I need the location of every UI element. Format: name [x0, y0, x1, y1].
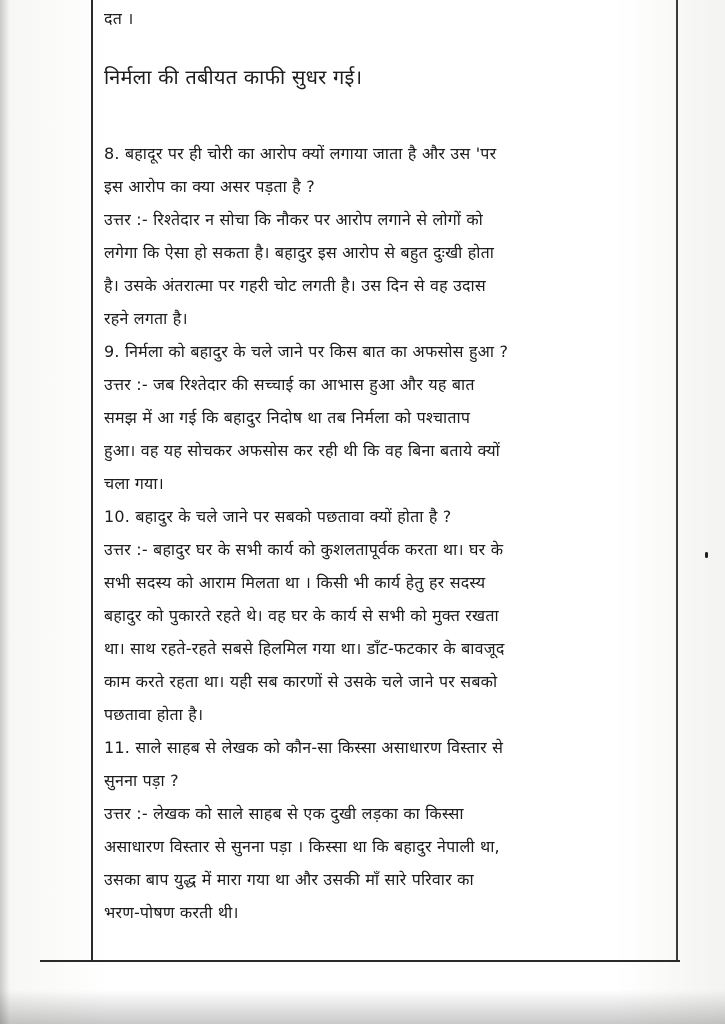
answer-11-line-3: उसका बाप युद्ध में मारा गया था और उसकी माँ सारे परिवार का — [104, 870, 474, 889]
answer-10-line-2: सभी सदस्य को आराम मिलता था । किसी भी कार्य हेतु हर सदस्य — [104, 573, 486, 592]
qa-block-8 — [104, 137, 670, 335]
ink-speck — [705, 552, 708, 558]
answer-10-line-1: उत्तर :- बहादुर घर के सभी कार्य को कुशलतापूर्वक करता था। घर के — [104, 540, 504, 559]
left-margin-line — [91, 0, 93, 962]
spacer — [104, 97, 670, 137]
handwritten-text-block — [104, 2, 670, 929]
question-10-line-1: 10. बहादुर के चले जाने पर सबको पछतावा क्यों होता है ? — [104, 507, 452, 526]
qa-block-10 — [104, 500, 670, 731]
answer-11-line-2: असाधारण विस्तार से सुनना पड़ा । किस्सा था कि बहादुर नेपाली था, — [104, 837, 500, 856]
qa-block-9 — [104, 335, 670, 500]
answer-9-line-3: हुआ। वह यह सोचकर अफसोस कर रही थी कि वह बिना बताये क्यों — [104, 441, 500, 460]
page-edge-shadow — [0, 0, 10, 1024]
question-11-line-2: सुनना पड़ा ? — [104, 771, 179, 790]
answer-8-line-4: रहने लगता है। — [104, 309, 188, 328]
question-9-line-1: 9. निर्मला को बहादुर के चले जाने पर किस बात का अफसोस हुआ ? — [104, 342, 509, 361]
spacer — [104, 35, 670, 57]
question-8-line-2: इस आरोप का क्या असर पड़ता है ? — [104, 177, 315, 196]
answer-10-line-5: काम करते रहता था। यही सब कारणों से उसके चले जाने पर सबको — [104, 672, 498, 691]
answer-11-line-4: भरण-पोषण करती थी। — [104, 903, 239, 922]
right-margin-line — [676, 0, 678, 962]
answer-8-line-1: उत्तर :- रिश्तेदार न सोचा कि नौकर पर आरोप लगाने से लोगों को — [104, 210, 484, 229]
answer-8-line-3: है। उसके अंतरात्मा पर गहरी चोट लगती है। उस दिन से वह उदास — [104, 276, 486, 295]
answer-9-line-1: उत्तर :- जब रिश्तेदार की सच्चाई का आभास हुआ और यह बात — [104, 375, 475, 394]
answer-10-line-6: पछतावा होता है। — [104, 705, 204, 724]
answer-11-line-1: उत्तर :- लेखक को साले साहब से एक दुखी लड़का का किस्सा — [104, 804, 464, 823]
qa-block-11 — [104, 731, 670, 929]
question-8-line-1: 8. बहादूर पर ही चोरी का आरोप क्यों लगाया जाता है और उस 'पर — [104, 144, 497, 163]
summary-line: निर्मला की तबीयत काफी सुधर गई। — [104, 65, 363, 89]
page-bottom-shadow — [0, 990, 725, 1024]
question-11-line-1: 11. साले साहब से लेखक को कौन-सा किस्सा असाधारण विस्तार से — [104, 738, 504, 757]
top-fragment: दत । — [104, 9, 134, 28]
answer-9-line-2: समझ में आ गई कि बहादुर निदोष था तब निर्मला को पश्चाताप — [104, 408, 471, 427]
answer-10-line-3: बहादुर को पुकारते रहते थे। वह घर के कार्य से सभी को मुक्त रखता — [104, 606, 499, 625]
answer-9-line-4: चला गया। — [104, 474, 164, 493]
answer-10-line-4: था। साथ रहते-रहते सबसे हिलमिल गया था। डाँट-फटकार के बावजूद — [104, 639, 505, 658]
answer-8-line-2: लगेगा कि ऐसा हो सकता है। बहादुर इस आरोप से बहुत दुःखी होता — [104, 243, 495, 262]
bottom-rule-line — [40, 960, 680, 962]
